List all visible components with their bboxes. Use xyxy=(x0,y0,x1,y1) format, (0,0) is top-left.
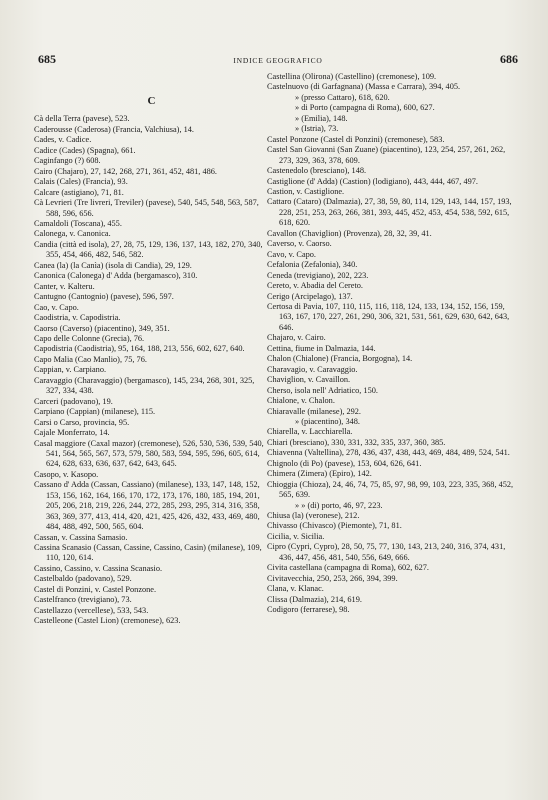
index-entry: Capo delle Colonne (Grecia), 76. xyxy=(34,333,145,343)
index-entry: Chajaro, v. Cairo. xyxy=(267,333,326,343)
index-entry: Clana, v. Klanac. xyxy=(267,584,324,594)
index-entry: Chignolo (di Po) (pavese), 153, 604, 626, 641. xyxy=(267,458,422,468)
index-subentry: » » (di) porto, 46, 97, 223. xyxy=(295,500,383,510)
index-entry: Calais (Cales) (Francia), 93. xyxy=(34,177,128,187)
index-entry: Chiaravalle (milanese), 292. xyxy=(267,406,361,416)
index-subentry: » (Istria), 73. xyxy=(295,124,339,134)
left-column xyxy=(34,72,269,627)
index-entry: Cicilia, v. Sicilia. xyxy=(267,531,325,541)
index-entry: Canonica (Calonega) d' Adda (bergamasco), 310. xyxy=(34,271,198,281)
index-entry: Ceneda (trevigiano), 202, 223. xyxy=(267,270,369,280)
index-entry: Caverso, v. Caorso. xyxy=(267,239,332,249)
index-entry: Caravaggio (Charavaggio) (bergamasco), 145, 234, 268, 301, 325, 327, 334, 438. xyxy=(34,375,255,396)
index-entry: Cavallon (Chaviglion) (Provenza), 28, 32, 39, 41. xyxy=(267,228,432,238)
index-entry: Calonega, v. Canonica. xyxy=(34,229,111,239)
index-entry: Castel Ponzone (Castel di Ponzini) (cremonese), 583. xyxy=(267,134,445,144)
index-entry: Chiarella, v. Lacchiarella. xyxy=(267,427,353,437)
spacer xyxy=(34,72,269,82)
index-entry: Casopo, v. Kasopo. xyxy=(34,469,99,479)
index-entry: Castiglione (d' Adda) (Castion) (lodigiano), 443, 444, 467, 497. xyxy=(267,176,478,186)
index-entry: Castel San Giovanni (San Zuane) (piacentino), 123, 254, 257, 261, 262, 273, 329, 363, 378, 609. xyxy=(267,145,506,165)
index-entry: Chalon (Chialone) (Francia, Borgogna), 14. xyxy=(267,354,413,364)
index-entry: Chaviglion, v. Cavaillon. xyxy=(267,375,351,385)
index-entry: Charavagio, v. Caravaggio. xyxy=(267,364,358,374)
index-entry: Caderousse (Caderosa) (Francia, Valchiusa), 14. xyxy=(34,124,194,134)
index-entry: Cettina, fiume in Dalmazia, 144. xyxy=(267,343,376,353)
index-entry: Capodistria (Caodistria), 95, 164, 188, 213, 556, 602, 627, 640. xyxy=(34,344,245,354)
index-entry: Castellina (Olirona) (Castellino) (cremonese), 109. xyxy=(267,72,437,81)
index-entry: Castelleone (Castel Lion) (cremonese), 623. xyxy=(34,616,181,626)
index-entry: Cajale Monferrato, 14. xyxy=(34,428,110,438)
index-entry: Cassan, v. Cassina Samasio. xyxy=(34,532,128,542)
index-entry: Cefalonia (Zefalonia), 340. xyxy=(267,260,358,270)
index-entry: Cassano d' Adda (Cassan, Cassiano) (milanese), 133, 147, 148, 152, 153, 156, 162, 164, 166, 170, 172, 173, 176, 180, 185, 194, 201, 205, 206, 218, 219, 226, 244, 272, 285, 293, 295, 314, 316, 358, 363, 369, 377, 413, 414, 420, 421, 425, 426, 432, 433, 469, 480, 484, 488, 492, 500, 565, 604. xyxy=(34,480,260,532)
index-entry: Cà della Terra (pavese), 523. xyxy=(34,114,130,124)
index-entry: Cipro (Cypri, Cypro), 28, 50, 75, 77, 130, 143, 213, 240, 316, 374, 431, 436, 447, 456, 481, 540, 556, 649, 666. xyxy=(267,542,506,562)
index-entry: Castelbaldo (padovano), 529. xyxy=(34,574,132,584)
index-entry: Cherso, isola nell' Adriatico, 150. xyxy=(267,385,378,395)
index-entry: Castenedolo (bresciano), 148. xyxy=(267,166,367,176)
right-page-number: 686 xyxy=(499,52,518,66)
index-entry: Chiavenna (Valtellina), 278, 436, 437, 438, 443, 469, 484, 489, 524, 541. xyxy=(267,448,510,458)
index-entry: Casal maggiore (Caxal mazor) (cremonese), 526, 530, 536, 539, 540, 541, 564, 565, 567, 573, 579, 580, 583, 594, 595, 596, 605, 614, 624, 628, 633, 636, 637, 642, 643, 645. xyxy=(34,438,264,469)
index-entry: Codigoro (ferrarese), 98. xyxy=(267,605,350,615)
index-entry: Cattaro (Cataro) (Dalmazia), 27, 38, 59, 80, 114, 129, 143, 144, 157, 193, 228, 251, 253, 263, 266, 381, 393, 445, 452, 453, 454, 538, 592, 615, 618, 620. xyxy=(267,197,512,228)
index-subentry: » (piacentino), 348. xyxy=(295,416,360,426)
index-entry: Castel di Ponzini, v. Castel Ponzone. xyxy=(34,584,157,594)
index-entry: Castion, v. Castiglione. xyxy=(267,186,345,196)
index-entry: Castelfranco (trevigiano), 73. xyxy=(34,595,132,605)
index-entry: Camaldoli (Toscana), 455. xyxy=(34,218,122,228)
index-entry: Chialone, v. Chalon. xyxy=(267,396,335,406)
index-entry: Chiusa (la) (veronese), 212. xyxy=(267,511,360,521)
index-entry: Cades, v. Cadice. xyxy=(34,135,92,145)
index-entry: Candia (città ed isola), 27, 28, 75, 129, 136, 137, 143, 182, 270, 340, 355, 454, 466, 482, 546, 582. xyxy=(34,239,263,260)
index-entry: Cao, v. Capo. xyxy=(34,302,79,312)
index-entry: Cassina Scanasio (Cassan, Cassine, Cassino, Casin) (milanese), 109, 110, 120, 614. xyxy=(34,543,262,563)
index-entry: Carpiano (Cappian) (milanese), 115. xyxy=(34,407,156,417)
index-entry: Cà Levrieri (Tre livreri, Treviler) (pavese), 540, 545, 548, 563, 587, 588, 596, 656. xyxy=(34,198,259,218)
index-subentry: » (presso Cattaro), 618, 620. xyxy=(295,92,390,102)
index-entry: Caginfango (?) 608. xyxy=(34,156,101,166)
index-entry: Cerigo (Arcipelago), 137. xyxy=(267,291,353,301)
index-entry: Capo Malia (Cao Manlio), 75, 76. xyxy=(34,354,147,364)
index-entry: Caodistria, v. Capodistria. xyxy=(34,313,121,323)
index-entry: Chimera (Zimera) (Epiro), 142. xyxy=(267,469,372,479)
index-entry: Cassino, Cassino, v. Cassina Scanasio. xyxy=(34,563,163,573)
index-entry: Chiari (bresciano), 330, 331, 332, 335, 337, 360, 385. xyxy=(267,437,446,447)
left-page-number: 685 xyxy=(38,52,56,66)
index-entry: Caorso (Caverso) (piacentino), 349, 351. xyxy=(34,323,170,333)
index-entry: Cairo (Chajaro), 27, 142, 268, 271, 361, 452, 481, 486. xyxy=(34,166,217,176)
section-heading: C xyxy=(147,95,156,107)
index-entry: Cavo, v. Capo. xyxy=(267,249,317,259)
index-entry: Castelnuovo (di Garfagnana) (Massa e Carrara), 394, 405. xyxy=(267,82,461,92)
right-column xyxy=(267,72,517,616)
index-entry: Cantugno (Cantognio) (pavese), 596, 597. xyxy=(34,292,174,302)
index-entry: Canter, v. Kalteru. xyxy=(34,281,95,291)
index-entry: Chioggia (Chioza), 24, 46, 74, 75, 85, 97, 98, 99, 103, 223, 335, 368, 452, 565, 639. xyxy=(267,479,514,500)
index-entry: Castellazzo (vercellese), 533, 543. xyxy=(34,605,149,615)
index-entry: Chivasso (Chivasco) (Piemonte), 71, 81. xyxy=(267,521,402,531)
index-entry: Canea (la) (la Canìa) (isola di Candia), 29, 129. xyxy=(34,260,192,270)
index-entry: Cadice (Cades) (Spagna), 661. xyxy=(34,145,136,155)
index-entry: Clissa (Dalmazia), 214, 619. xyxy=(267,594,362,604)
index-entry: Certosa di Pavia, 107, 110, 115, 116, 118, 124, 133, 134, 152, 156, 159, 163, 167, 170, 227, 261, 290, 306, 321, 531, 561, 629, 630, 642, 643, 646. xyxy=(267,301,510,332)
running-header xyxy=(38,52,518,66)
index-entry: Carsi o Carso, provincia, 95. xyxy=(34,417,130,427)
index-entry: Civita castellana (campagna di Roma), 602, 627. xyxy=(267,563,429,573)
index-entry: Cappian, v. Carpiano. xyxy=(34,365,107,375)
index-entry: Carceri (padovano), 19. xyxy=(34,396,113,406)
index-entry: Cereto, v. Abadia del Cereto. xyxy=(267,281,363,291)
index-subentry: » (Emilia), 148. xyxy=(295,113,348,123)
running-title: INDICE GEOGRAFICO xyxy=(233,56,323,65)
index-subentry: » di Porto (campagna di Roma), 600, 627. xyxy=(295,103,435,113)
index-entry: Civitavecchia, 250, 253, 266, 394, 399. xyxy=(267,573,398,583)
index-entry: Calcare (astigiano), 71, 81. xyxy=(34,187,124,197)
